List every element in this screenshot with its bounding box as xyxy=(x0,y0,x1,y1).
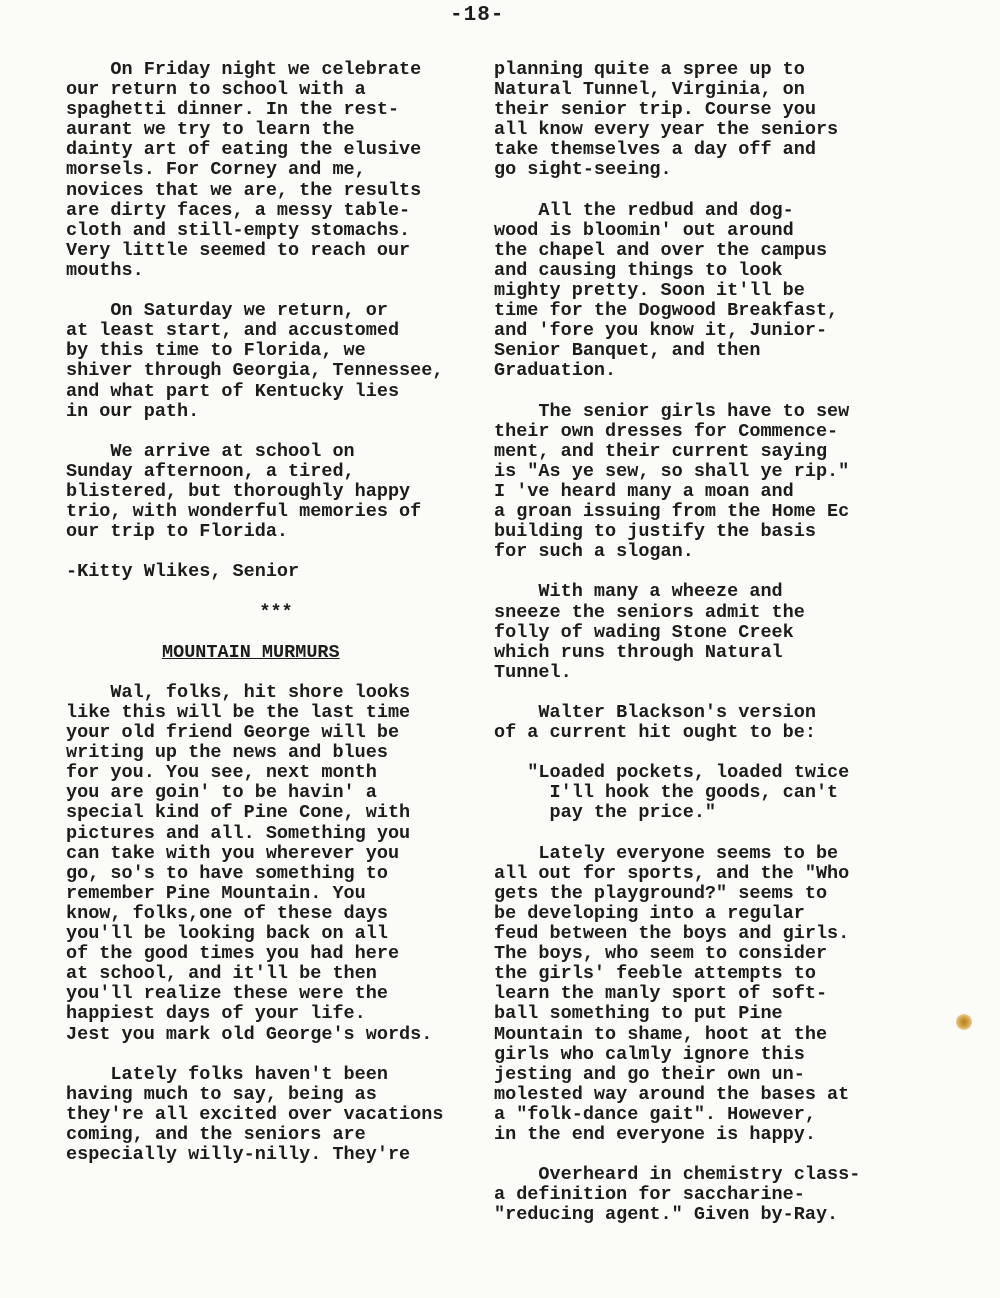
paragraph xyxy=(494,763,934,823)
text-line: I'll hook the goods, can't xyxy=(494,782,839,804)
text-line: pictures and all. Something you xyxy=(66,822,411,844)
paragraph-gap xyxy=(494,1145,934,1165)
text-line: gets the playground?" seems to xyxy=(494,882,828,904)
text-line: blistered, but thoroughly happy xyxy=(66,480,411,502)
text-line: a definition for saccharine- xyxy=(494,1184,805,1206)
paragraph xyxy=(494,582,934,682)
text-line: Overheard in chemistry class- xyxy=(494,1164,861,1186)
text-line: coming, and the seniors are xyxy=(66,1123,366,1145)
paragraph xyxy=(66,1065,486,1165)
text-line: go, so's to have something to xyxy=(66,862,388,884)
text-line: learn the manly sport of soft- xyxy=(494,983,828,1005)
text-line: having much to say, being as xyxy=(66,1083,377,1105)
text-line: Jest you mark old George's words. xyxy=(66,1023,433,1045)
text-line: dainty art of eating the elusive xyxy=(66,139,422,161)
text-line xyxy=(66,643,486,663)
text-line: their senior trip. Course you xyxy=(494,99,816,121)
text-line: take themselves a day off and xyxy=(494,139,816,161)
text-line: Graduation. xyxy=(494,360,617,382)
text-line: molested way around the bases at xyxy=(494,1083,850,1105)
text-line: by this time to Florida, we xyxy=(66,340,366,362)
paragraph-gap xyxy=(66,542,486,562)
text-line: shiver through Georgia, Tennessee, xyxy=(66,360,444,382)
heading-text: MOUNTAIN MURMURS xyxy=(162,641,340,663)
paragraph-gap xyxy=(66,422,486,442)
text-line: trio, with wonderful memories of xyxy=(66,501,422,523)
text-line: Wal, folks, hit shore looks xyxy=(66,681,411,703)
text-line: a "folk-dance gait". However, xyxy=(494,1103,816,1125)
text-line: and what part of Kentucky lies xyxy=(66,380,400,402)
text-line: go sight-seeing. xyxy=(494,159,672,181)
text-line: On Saturday we return, or xyxy=(66,300,388,322)
text-line: pay the price." xyxy=(494,802,717,824)
paragraph xyxy=(494,60,934,181)
paragraph xyxy=(494,402,934,563)
text-line: *** xyxy=(259,601,293,623)
paragraph-gap xyxy=(66,663,486,683)
left-column xyxy=(66,60,486,1165)
paragraph xyxy=(66,60,486,281)
text-line: is "As ye sew, so shall ye rip." xyxy=(494,460,850,482)
paragraph-gap xyxy=(66,1045,486,1065)
text-line: like this will be the last time xyxy=(66,702,411,723)
text-line: spaghetti dinner. In the rest- xyxy=(66,99,400,121)
text-line: a groan issuing from the Home Ec xyxy=(494,501,850,523)
text-line: ball something to put Pine xyxy=(494,1003,783,1025)
section-divider xyxy=(66,603,486,623)
text-line: you'll realize these were the xyxy=(66,983,388,1005)
text-line: at school, and it'll be then xyxy=(66,963,377,985)
text-line: With many a wheeze and xyxy=(494,581,783,603)
text-line: sneeze the seniors admit the xyxy=(494,601,805,623)
paragraph-gap xyxy=(494,743,934,763)
text-line: morsels. For Corney and me, xyxy=(66,159,366,181)
text-line: your old friend George will be xyxy=(66,722,400,744)
text-line: building to justify the basis xyxy=(494,521,816,543)
text-line: Very little seemed to reach our xyxy=(66,239,411,261)
text-line: girls who calmly ignore this xyxy=(494,1043,805,1065)
paragraph xyxy=(494,1165,934,1225)
text-line: special kind of Pine Cone, with xyxy=(66,802,411,824)
text-line: ment, and their current saying xyxy=(494,440,828,462)
text-line: Tunnel. xyxy=(494,661,572,683)
text-line: Sunday afternoon, a tired, xyxy=(66,460,355,482)
text-line: can take with you wherever you xyxy=(66,842,400,864)
section-heading xyxy=(66,643,486,663)
text-line: aurant we try to learn the xyxy=(66,119,355,141)
text-line: jesting and go their own un- xyxy=(494,1063,805,1085)
text-line: mouths. xyxy=(66,259,144,281)
text-line: We arrive at school on xyxy=(66,440,355,462)
text-line: you'll be looking back on all xyxy=(66,923,388,945)
text-line: in our path. xyxy=(66,400,200,422)
text-line: Senior Banquet, and then xyxy=(494,340,761,362)
text-line: for you. You see, next month xyxy=(66,762,377,784)
text-line: folly of wading Stone Creek xyxy=(494,621,794,643)
text-line: Mountain to shame, hoot at the xyxy=(494,1023,828,1045)
text-line: remember Pine Mountain. You xyxy=(66,882,366,904)
text-line: time for the Dogwood Breakfast, xyxy=(494,300,839,322)
text-line: all know every year the seniors xyxy=(494,119,839,141)
text-line: cloth and still-empty stomachs. xyxy=(66,219,411,241)
text-line: in the end everyone is happy. xyxy=(494,1123,816,1145)
text-line: Lately folks haven't been xyxy=(66,1063,388,1085)
text-line: -Kitty Wlikes, Senior xyxy=(66,561,300,583)
text-line: of the good times you had here xyxy=(66,943,400,965)
right-column xyxy=(494,60,934,1225)
paragraph-gap xyxy=(494,562,934,582)
text-line: On Friday night we celebrate xyxy=(66,59,422,80)
paragraph xyxy=(494,844,934,1145)
text-line: writing up the news and blues xyxy=(66,742,388,764)
paragraph-gap xyxy=(494,382,934,402)
text-line: and 'fore you know it, Junior- xyxy=(494,320,828,342)
paragraph xyxy=(66,562,486,582)
paragraph xyxy=(66,442,486,542)
text-line: be developing into a regular xyxy=(494,902,805,924)
text-line: at least start, and accustomed xyxy=(66,320,400,342)
text-line: know, folks,one of these days xyxy=(66,902,388,924)
text-line: our trip to Florida. xyxy=(66,521,289,543)
paragraph-gap xyxy=(494,181,934,201)
text-line: all out for sports, and the "Who xyxy=(494,862,850,884)
text-line: mighty pretty. Soon it'll be xyxy=(494,280,805,302)
text-line: "reducing agent." Given by-Ray. xyxy=(494,1204,839,1226)
text-line: are dirty faces, a messy table- xyxy=(66,199,411,221)
text-line: the girls' feeble attempts to xyxy=(494,963,816,985)
paragraph xyxy=(494,703,934,743)
text-line: the chapel and over the campus xyxy=(494,239,828,261)
text-line: you are goin' to be havin' a xyxy=(66,782,377,804)
paragraph xyxy=(66,683,486,1045)
text-line: especially willy-nilly. They're xyxy=(66,1144,411,1166)
paragraph-gap xyxy=(66,582,486,602)
text-line: their own dresses for Commence- xyxy=(494,420,839,442)
text-line: for such a slogan. xyxy=(494,541,694,563)
paragraph-gap xyxy=(66,281,486,301)
text-line: Walter Blackson's version xyxy=(494,702,816,723)
paragraph-gap xyxy=(494,683,934,703)
text-line: they're all excited over vacations xyxy=(66,1103,444,1125)
stain-mark xyxy=(956,1014,972,1030)
text-line: I 've heard many a moan and xyxy=(494,480,794,502)
text-line: "Loaded pockets, loaded twice xyxy=(494,762,850,784)
text-line: which runs through Natural xyxy=(494,641,783,663)
text-line: The senior girls have to sew xyxy=(494,400,850,422)
text-line: All the redbud and dog- xyxy=(494,199,794,221)
text-line: our return to school with a xyxy=(66,79,366,101)
text-line: of a current hit ought to be: xyxy=(494,722,816,744)
text-line: novices that we are, the results xyxy=(66,179,422,201)
text-line: wood is bloomin' out around xyxy=(494,219,794,241)
text-line: The boys, who seem to consider xyxy=(494,943,828,965)
paragraph-gap xyxy=(494,824,934,844)
text-line: happiest days of your life. xyxy=(66,1003,366,1025)
text-line: and causing things to look xyxy=(494,259,783,281)
text-line: Lately everyone seems to be xyxy=(494,842,839,864)
paragraph xyxy=(66,301,486,422)
paragraph-gap xyxy=(66,623,486,643)
paragraph xyxy=(494,201,934,382)
text-line: Natural Tunnel, Virginia, on xyxy=(494,79,805,101)
text-line: planning quite a spree up to xyxy=(494,59,805,80)
text-line: feud between the boys and girls. xyxy=(494,923,850,945)
page-number: -18- xyxy=(450,4,505,27)
